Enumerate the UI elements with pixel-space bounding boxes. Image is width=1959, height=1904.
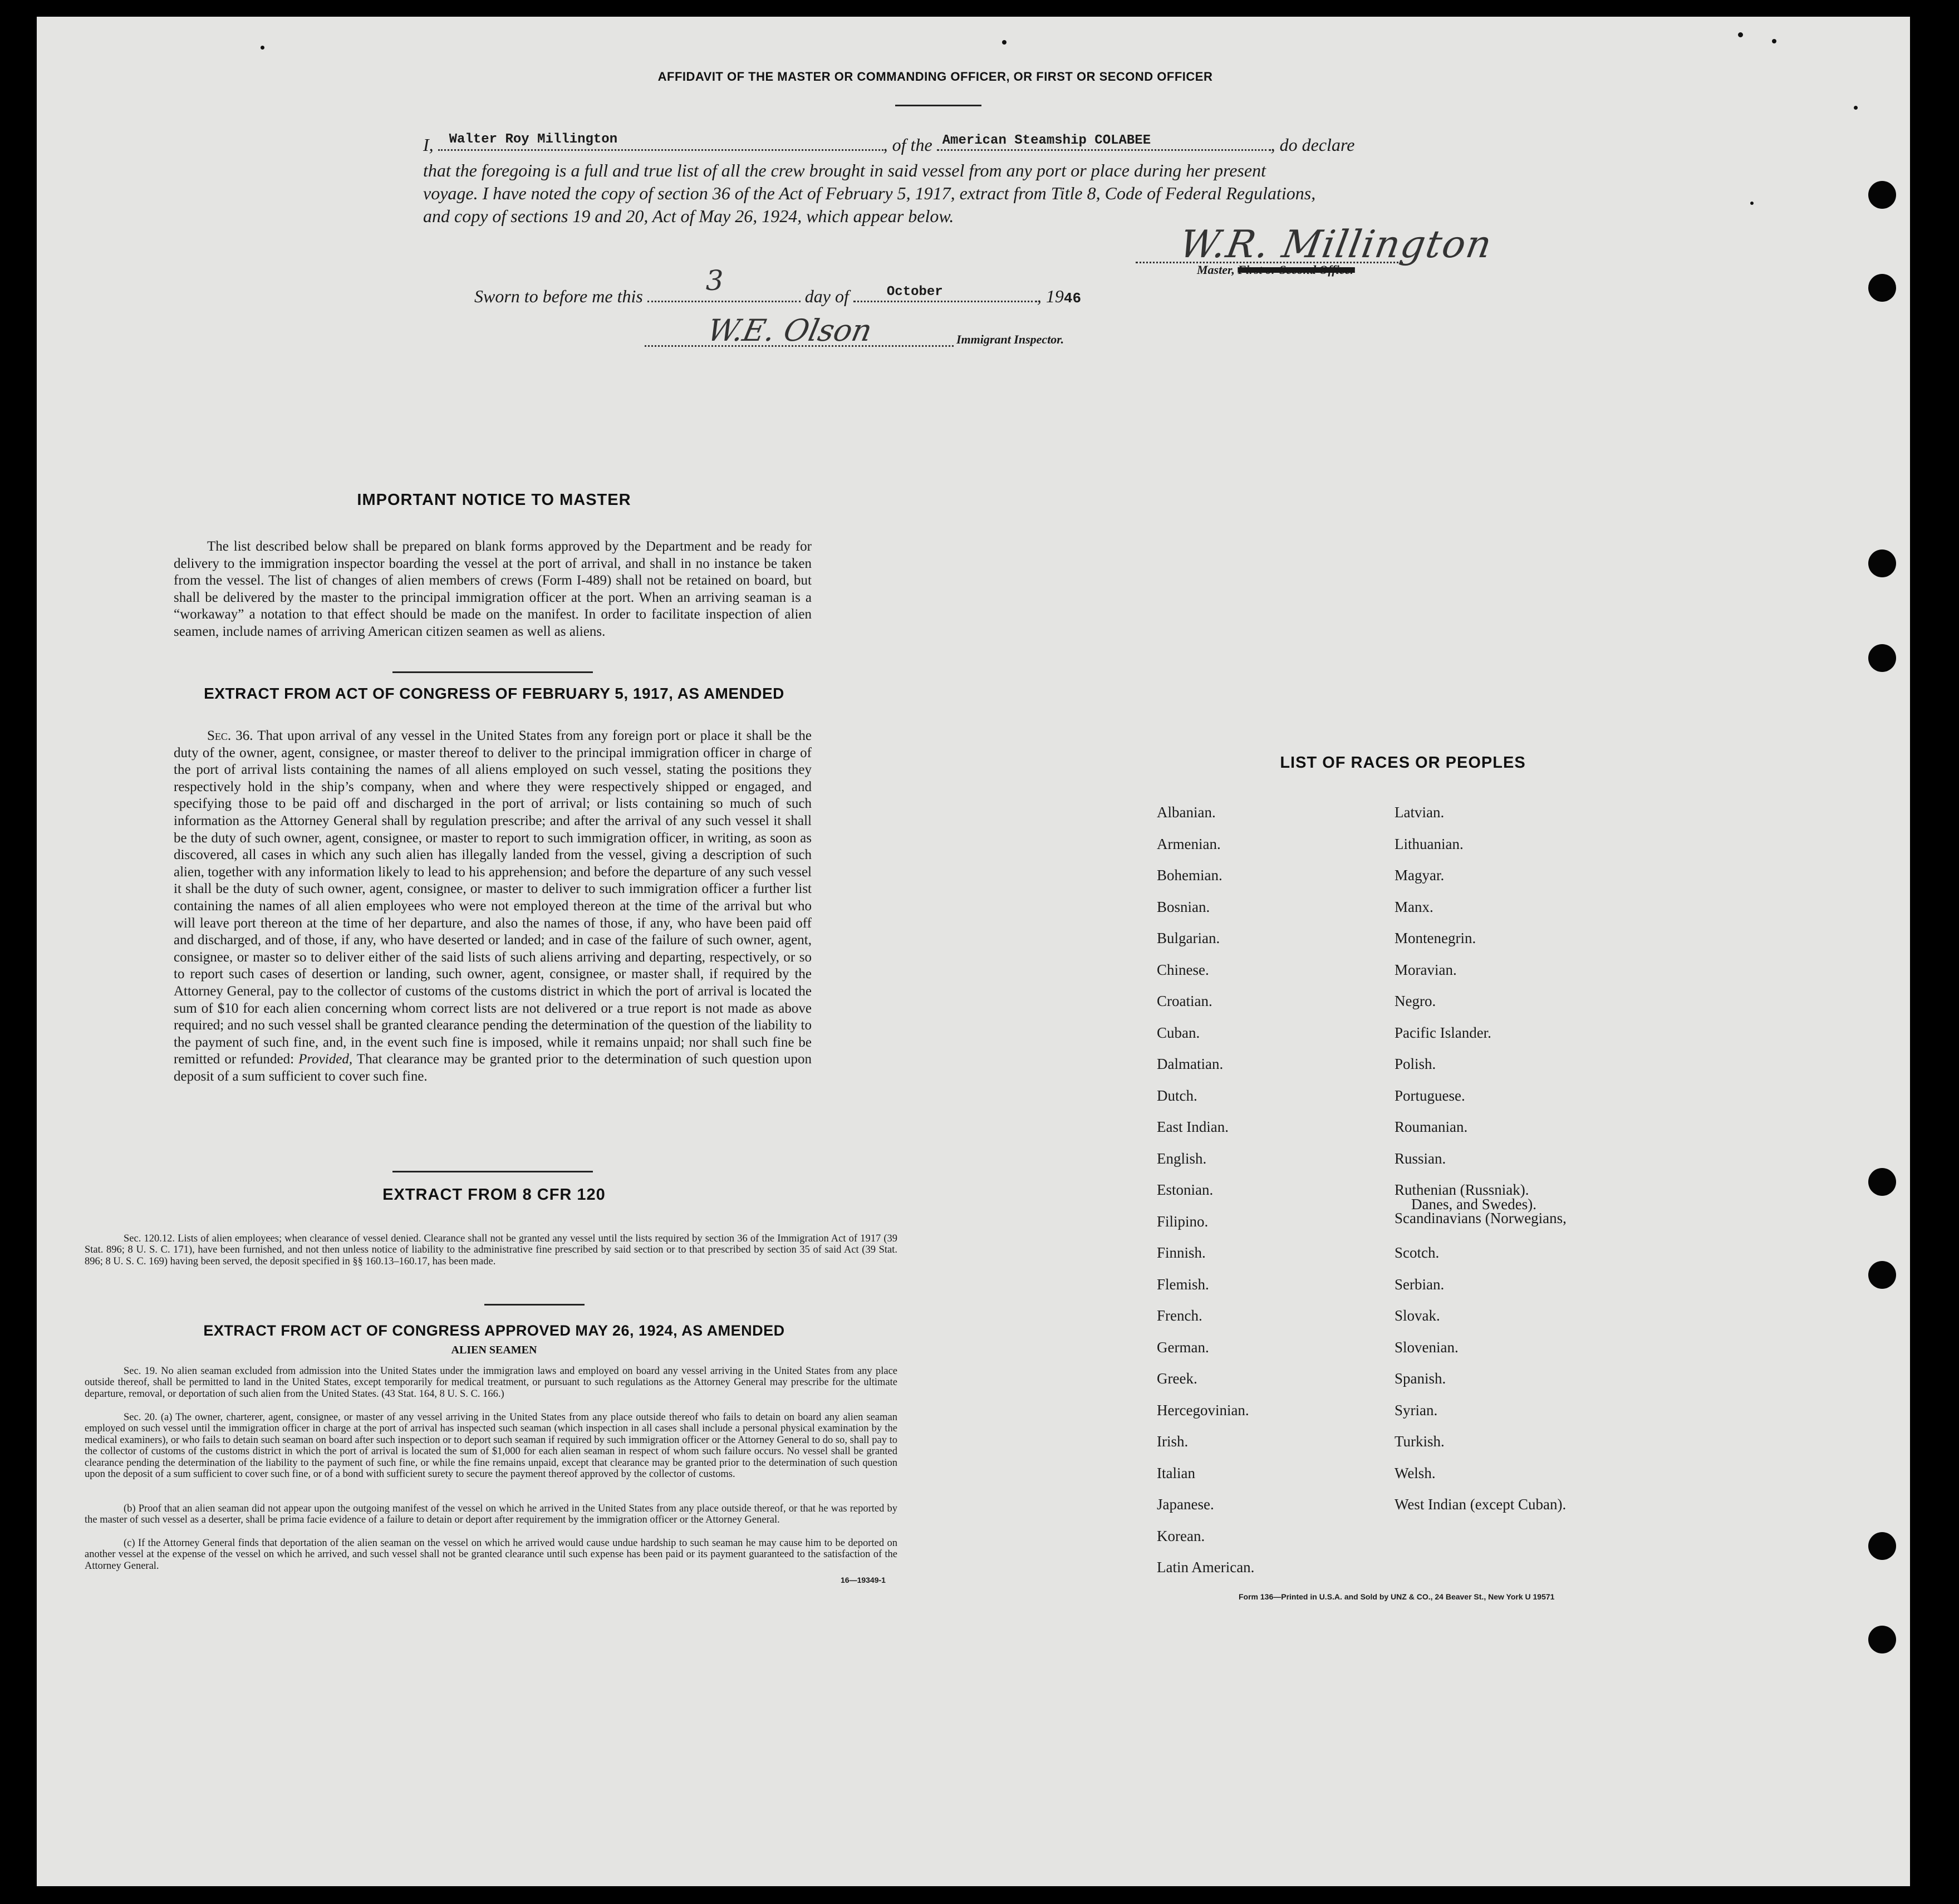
- race-item: Estonian.: [1157, 1181, 1214, 1198]
- race-item: Ruthenian (Russniak).: [1395, 1181, 1529, 1198]
- punch-hole: [1868, 644, 1896, 672]
- race-item: Croatian.: [1157, 993, 1212, 1009]
- speck: [1854, 106, 1858, 110]
- race-item: Bulgarian.: [1157, 930, 1220, 946]
- race-item: Magyar.: [1395, 867, 1445, 884]
- race-item: Lithuanian.: [1395, 835, 1464, 852]
- race-item: Spanish.: [1395, 1370, 1446, 1387]
- speck: [1750, 202, 1754, 205]
- race-item: English.: [1157, 1150, 1207, 1167]
- declarant-field: [438, 134, 883, 151]
- inspector-signature: W.E. Olson: [704, 313, 876, 348]
- i-label: I,: [423, 135, 434, 155]
- race-item: Flemish.: [1157, 1275, 1209, 1293]
- race-item: Cuban.: [1157, 1024, 1200, 1041]
- extract-1917-title: EXTRACT FROM ACT OF CONGRESS OF FEBRUARY 5, 1917, AS AMENDED: [204, 685, 784, 702]
- sec-36-text-a: That upon arrival of any vessel in the United States from any foreign port or place it shall be the duty of the owner, agent, consignee, or master thereof to deliver to the principal immigration officer in charge of the port of arrival lists containing the names of all aliens employed on such vessel, stating the positions they respectively hold in the ship’s company, when and where they were respectively shipped or engaged, and specifying those to be paid off and discharged in the port of arrival; or lists containing so much of such information as the Attorney General shall by regulation prescribe; and after the arrival of any such vessel it shall be the duty of such owner, agent, consignee, or master to report to such immigration officer, in writing, as soon as discovered, all cases in which any such alien has illegally landed from the vessel, giving a description of such alien, together with any information likely to lead to his apprehension; and before the departure of any such vessel it shall be the duty of such owner, agent, consignee, or master to deliver to such immigration officer a further list containing the names of all alien employees who were not employed thereon at the time of the arrival but who will leave port thereon at the time of her departure, and also the names of those, if any, who have been paid off and discharged, and of those, if any, who have deserted or landed; and in case of the failure of such owner, agent, consignee, or master so to deliver either of the said lists of such aliens arriving and departing, respectively, or so to report such cases of desertion or landing, such owner, agent, consignee, or master shall, if required by the Attorney General, pay to the collector of customs of the customs district in which the port of arrival is located the sum of $10 for each alien concerning whom correct lists are not delivered or a true report is not made as above required; and no such vessel shall be granted clearance pending the determination of the question of the liability to the payment of such fine, and, in the event such fine is imposed, while it remains unpaid; nor shall such fine be remitted or refunded:: [174, 728, 812, 1067]
- struck-title: First or Second Officer: [1238, 263, 1355, 277]
- race-item: Dalmatian.: [1157, 1056, 1224, 1072]
- sec-20c-text: (c) If the Attorney General finds that deportation of the alien seaman on the vessel on which he arrived would cause undue hardship to such seaman he may cause him to be deported on another vessel at the expense of the vessel on which he arrived, and such vessel shall not be granted clearance until such expense has been paid or its payment guaranteed to the satisfaction of the Attorney General.: [85, 1538, 897, 1572]
- printer-line: Form 136—Printed in U.S.A. and Sold by UNZ & CO., 24 Beaver St., New York U 19571: [1239, 1592, 1555, 1601]
- race-item: Finnish.: [1157, 1244, 1206, 1261]
- punch-hole: [1868, 549, 1896, 577]
- notice-title: IMPORTANT NOTICE TO MASTER: [357, 491, 631, 509]
- master-label: Master,: [1197, 263, 1235, 277]
- section-rule: [392, 671, 593, 673]
- notice-body: The list described below shall be prepared on blank forms approved by the Department and be ready for delivery to the immigration inspector boarding the vessel at the port of arrival, and shall in no instance be taken from the vessel. The list of changes of alien members of crews (Form I-489) shall not be retained on board, but shall be delivered by the master to the principal immigration officer at the port. When an arriving seaman is a “workaway” a notation to that effect should be made on the manifest. In order to facilitate inspection of alien seamen, include names of arriving American citizen seamen as well as aliens.: [174, 539, 812, 639]
- affidavit-line3: voyage. I have noted the copy of section 36 of the Act of February 5, 1917, extract from Title 8, Code of Federal Regulations,: [423, 183, 1316, 203]
- section-rule: [392, 1171, 593, 1172]
- declarant-name: Walter Roy Millington: [449, 132, 618, 147]
- extract-1924-subtitle: ALIEN SEAMEN: [451, 1344, 537, 1356]
- of-the-label: , of the: [883, 135, 932, 155]
- speck: [1772, 39, 1776, 43]
- form-code: 16—19349-1: [841, 1576, 886, 1584]
- race-item: Scotch.: [1395, 1244, 1440, 1261]
- race-item: East Indian.: [1157, 1118, 1229, 1135]
- sworn-day-field: [647, 264, 801, 302]
- race-item: Syrian.: [1395, 1401, 1438, 1419]
- race-item: Portuguese.: [1395, 1087, 1465, 1104]
- sworn-day: 3: [705, 264, 724, 297]
- punch-hole: [1868, 1168, 1896, 1196]
- race-item: German.: [1157, 1338, 1209, 1356]
- sec-36-text-b: That clearance may be granted prior to the determination of such question upon deposit of a sum sufficient to cover such fine.: [174, 1052, 812, 1084]
- race-item: Albanian.: [1157, 804, 1216, 821]
- affidavit-title: AFFIDAVIT OF THE MASTER OR COMMANDING OFFICER, OR FIRST OR SECOND OFFICER: [657, 70, 1213, 84]
- races-title: LIST OF RACES OR PEOPLES: [1280, 754, 1526, 772]
- race-item: Korean.: [1157, 1527, 1205, 1544]
- race-item: Dutch.: [1157, 1087, 1197, 1104]
- sworn-month-field: [853, 285, 1037, 302]
- race-item: Russian.: [1395, 1150, 1446, 1167]
- race-item: Danes, and Swedes).: [1411, 1196, 1536, 1213]
- race-item: Japanese.: [1157, 1496, 1214, 1513]
- race-item: Irish.: [1157, 1433, 1189, 1450]
- sec-36-label: Sec. 36.: [207, 728, 253, 743]
- cfr-body: Sec. 120.12. Lists of alien employees; when clearance of vessel denied. Clearance shall not be granted any vessel until the lists required by section 36 of the Immigration Act of 1917 (39 Stat. 896; 8 U. S. C. 171), have been furnished, and not then unless notice of liability to the administrative fine prescribed by said section or to that prescribed by section 35 of said Act (39 Stat. 896; 8 U. S. C. 169) having been served, the deposit specified in §§ 160.13–160.17, has been made.: [85, 1233, 897, 1267]
- race-item: Bosnian.: [1157, 898, 1210, 915]
- race-item: West Indian (except Cuban).: [1395, 1496, 1567, 1513]
- speck: [1002, 40, 1006, 45]
- vessel-field: [937, 134, 1271, 151]
- affidavit-line1: [423, 134, 1481, 156]
- race-item: Bohemian.: [1157, 867, 1222, 884]
- race-item: Chinese.: [1157, 961, 1209, 978]
- race-item: Polish.: [1395, 1056, 1436, 1072]
- race-item: Hercegovinian.: [1157, 1401, 1249, 1419]
- year-suffix: 46: [1063, 290, 1082, 307]
- cfr-title: EXTRACT FROM 8 CFR 120: [382, 1186, 606, 1204]
- race-item: Montenegrin.: [1395, 930, 1476, 946]
- race-item: French.: [1157, 1307, 1202, 1324]
- race-item: Slovak.: [1395, 1307, 1440, 1324]
- punch-hole: [1868, 274, 1896, 302]
- sworn-month: October: [886, 284, 943, 300]
- year-prefix: , 19: [1037, 286, 1064, 306]
- extract-1924-title: EXTRACT FROM ACT OF CONGRESS APPROVED MAY 26, 1924, AS AMENDED: [203, 1322, 785, 1339]
- race-item: Slovenian.: [1395, 1338, 1459, 1356]
- race-item: Greek.: [1157, 1370, 1197, 1387]
- race-item: Manx.: [1395, 898, 1433, 915]
- race-item: Armenian.: [1157, 835, 1221, 852]
- race-item: Roumanian.: [1395, 1118, 1468, 1135]
- extract-1917-body: [174, 728, 812, 1085]
- race-item: Negro.: [1395, 993, 1436, 1009]
- sec-20a-text: Sec. 20. (a) The owner, charterer, agent, consignee, or master of any vessel arriving in the United States from any place outside thereof who fails to detain on board any alien seaman employed on such vessel until the immigration officer in charge at the port of arrival has inspected such seaman (which inspection in all cases shall include a personal physical examination by the medical examiners), or who fails to detain such seaman on board after such inspection or to deport such seaman if required by such immigration officer or the Attorney General to do so, shall pay to the collector of customs of the customs district in which the port of arrival is located the sum of $1,000 for each alien seaman in respect of whom such failure occurs. No vessel shall be granted clearance pending the determination of the liability to the payment of such fine, or while the fine remains unpaid, except that clearance may be granted prior to the determination of such question upon the deposit of a sum sufficient to cover such fine, or of a bond with sufficient surety to secure the payment thereof approved by the collector of customs.: [85, 1412, 897, 1480]
- affidavit-rule: [895, 105, 981, 106]
- race-item: Serbian.: [1395, 1275, 1445, 1293]
- punch-hole: [1868, 1626, 1896, 1653]
- race-item: Pacific Islander.: [1395, 1024, 1491, 1041]
- race-item: Latvian.: [1395, 804, 1445, 821]
- affidavit-line4: and copy of sections 19 and 20, Act of May 26, 1924, which appear below.: [423, 206, 954, 226]
- section-rule: [484, 1304, 585, 1306]
- sec-19-text: Sec. 19. No alien seaman excluded from admission into the United States under the immigration laws and employed on board any vessel arriving in the United States from any place outside thereof, shall be permitted to land in the United States, except temporarily for medical treatment, or pursuant to such regulations as the Attorney General may prescribe for the ultimate departure, removal, or deportation of such alien from the United States. (43 Stat. 164, 8 U. S. C. 166.): [85, 1366, 897, 1400]
- inspector-label: Immigrant Inspector.: [956, 332, 1064, 346]
- speck: [261, 46, 264, 50]
- punch-hole: [1868, 181, 1896, 209]
- affidavit-line2: that the foregoing is a full and true list of all the crew brought in said vessel from any port or place during her present: [423, 160, 1266, 180]
- day-of-label: day of: [804, 286, 849, 306]
- provided-word: Provided,: [298, 1052, 353, 1067]
- race-item: Welsh.: [1395, 1464, 1436, 1481]
- race-item: Filipino.: [1157, 1213, 1209, 1230]
- sworn-row: [474, 264, 1198, 310]
- race-item: Scandinavians (Norwegians,: [1395, 1209, 1567, 1226]
- sworn-label: Sworn to before me this: [474, 286, 643, 306]
- sec-20b-text: (b) Proof that an alien seaman did not appear upon the outgoing manifest of the vessel on which he arrived in the United States from any place outside thereof, or that he was reported by the master of such vessel as a deserter, shall be prima facie evidence of a failure to detain or deport after requirement by the immigration officer or the Attorney General.: [85, 1503, 897, 1526]
- vessel-name: American Steamship COLABEE: [942, 133, 1151, 148]
- master-signature: W.R. Millington: [1176, 223, 1496, 267]
- do-declare-label: , do declare: [1270, 135, 1355, 155]
- race-item: Moravian.: [1395, 961, 1457, 978]
- speck: [1738, 32, 1743, 37]
- punch-hole: [1868, 1261, 1896, 1289]
- race-item: Latin American.: [1157, 1559, 1255, 1576]
- race-item: Turkish.: [1395, 1433, 1445, 1450]
- master-label-row: [1197, 263, 1355, 277]
- inspector-line: [645, 345, 954, 347]
- race-item: Italian: [1157, 1464, 1195, 1481]
- punch-hole: [1868, 1532, 1896, 1560]
